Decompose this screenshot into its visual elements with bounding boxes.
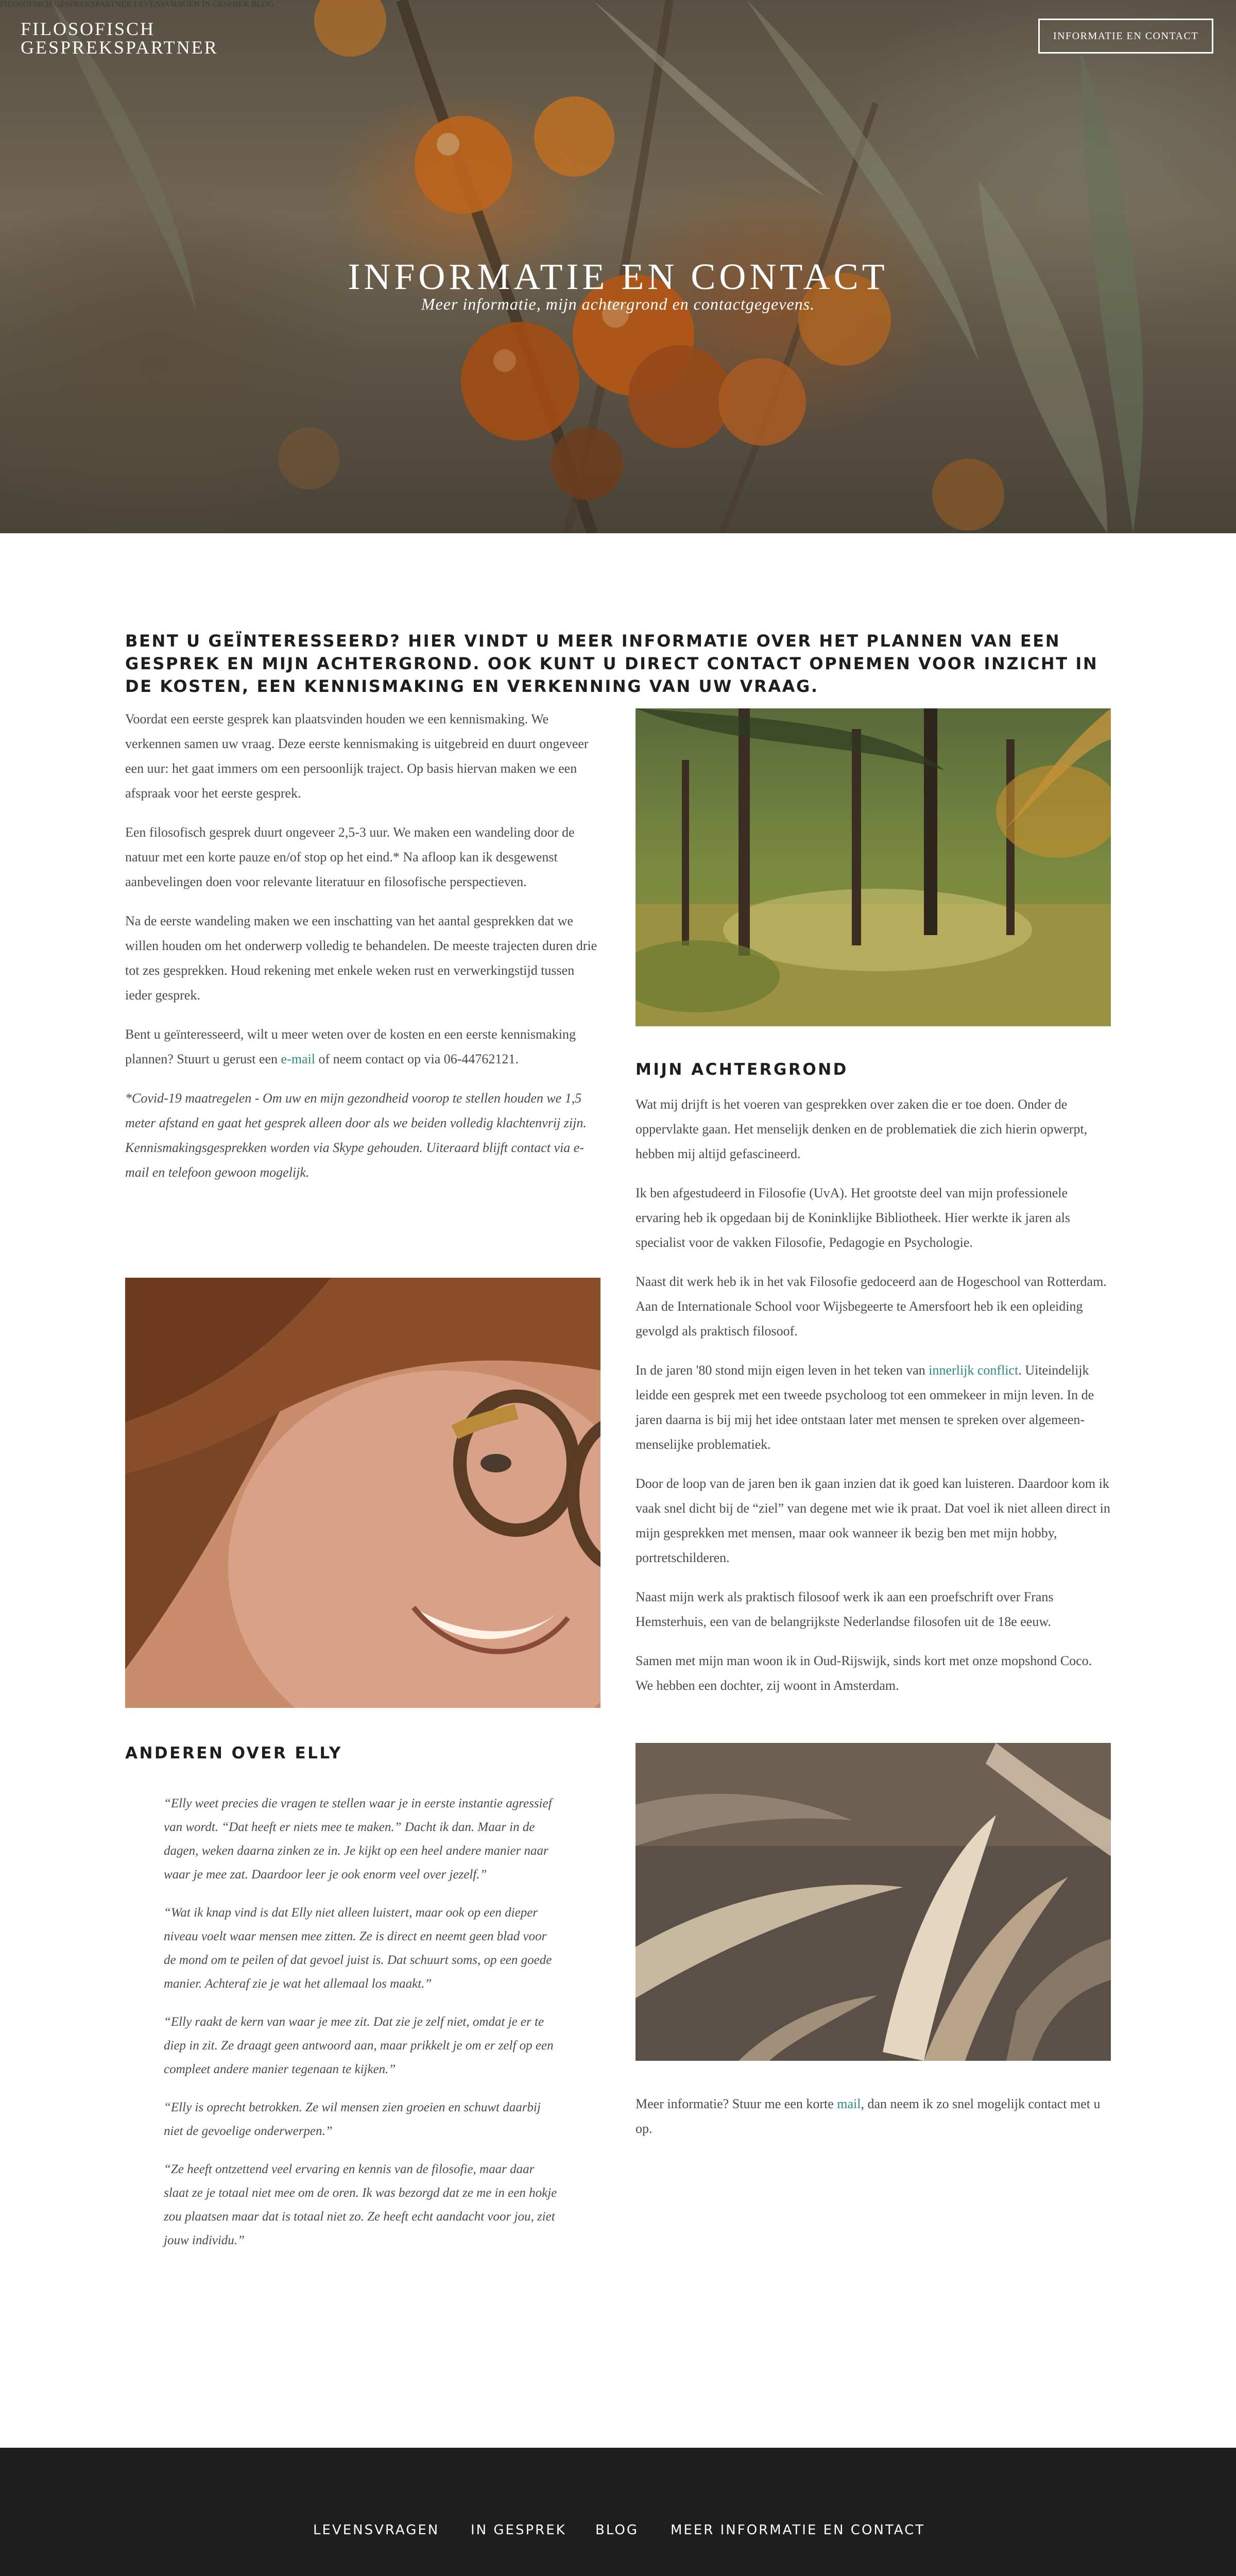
- nav-filosofisch-gesprekspartner[interactable]: FILOSOFISCH GESPREKSPARTNER: [0, 0, 132, 9]
- covid-notice: *Covid-19 maatregelen - Om uw en mijn gezondheid voorop te stellen houden we 1,5 meter afstand en gaat het gesprek alleen door als we beiden volledig klachtenvrij zijn. Kennismakingsgesprekken worden via Skype gehouden. Uiteraard blijft contact via e-mail en telefoon gewoon mogelijk.: [125, 1091, 587, 1180]
- razor-shells-photo: [636, 1743, 1111, 2061]
- page-title: INFORMATIE EN CONTACT: [348, 256, 888, 298]
- contact-paragraph: [636, 2092, 1111, 2141]
- testimonial-quote: “Ze heeft ontzettend veel ervaring en kennis van de filosofie, maar daar slaat ze je totaal niet mee om de oren. Ik was bezorgd dat ze me in een hokje zou plaatsen maar dat is totaal niet zo. Ze heeft echt aandacht voor jou, ziet jouw individu.”: [164, 2162, 557, 2247]
- footer-nav-contact[interactable]: MEER INFORMATIE EN CONTACT: [671, 2522, 925, 2538]
- footer-nav-blog[interactable]: BLOG: [595, 2522, 639, 2538]
- testimonial-quote: “Wat ik knap vind is dat Elly niet alleen luistert, maar ook op een dieper niveau voelt waar mensen mee zitten. Ze is direct en neemt geen blad voor de mond om te peilen of dat gevoel juist is. Dat schuurt soms, op een goede manier. Achteraf zie je wat het allemaal los maakt.”: [164, 1906, 552, 1991]
- info-paragraph-4: [125, 1022, 600, 1072]
- info-paragraph-4-text-end: of neem contact op via 06-44762121.: [315, 1052, 519, 1066]
- contact-text: Meer informatie? Stuur me een korte: [636, 2096, 837, 2111]
- info-paragraph-4-text: Bent u geïnteresseerd, wilt u meer weten over de kosten en een eerste kennismaking plannen? Stuurt u gerust een: [125, 1027, 576, 1066]
- background-paragraph-4: [636, 1358, 1111, 1457]
- brand-line-2: GESPREKSPARTNER: [21, 37, 218, 58]
- nav-in-gesprek[interactable]: IN GESPREK: [201, 0, 249, 9]
- testimonials: [164, 1792, 562, 2267]
- right-column: [636, 1060, 1111, 1713]
- others-heading: ANDEREN OVER ELLY: [125, 1744, 342, 1762]
- footer-nav-levensvragen[interactable]: LEVENSVRAGEN: [313, 2522, 440, 2538]
- mail-link[interactable]: mail: [837, 2096, 861, 2111]
- left-column: [125, 707, 600, 1199]
- background-paragraph-7: Samen met mijn man woon ik in Oud-Rijswijk, sinds kort met onze mopshond Coco. We hebben een dochter, zij woont in Amsterdam.: [636, 1653, 1092, 1693]
- contact-text-end: , dan neem ik zo snel mogelijk contact met u op.: [636, 2096, 1101, 2136]
- background-paragraph-4-text-end: . Uiteindelijk leidde een gesprek met een tweede psycholoog tot een ommekeer in mijn leven. In de jaren daarna is bij mij het idee ontstaan later met mensen te spreken over algemeen-menselijke problematiek.: [636, 1363, 1094, 1452]
- info-paragraph-3: Na de eerste wandeling maken we een inschatting van het aantal gesprekken dat we willen houden om het onderwerp volledig te behandelen. De meeste trajecten duren drie tot zes gesprekken. Houd rekening met enkele weken rust en verwerkingstijd tussen ieder gesprek.: [125, 913, 597, 1003]
- background-paragraph-1: Wat mij drijft is het voeren van gesprekken over zaken die er toe doen. Onder de oppervlakte gaan. Het menselijk denken en de problematiek die zich hierin opwerpt, hebben mij altijd gefascineerd.: [636, 1097, 1088, 1161]
- footer: [0, 2448, 1236, 2576]
- nav-contact-button[interactable]: INFORMATIE EN CONTACT: [1038, 19, 1213, 54]
- nav-blog[interactable]: BLOG: [251, 0, 274, 9]
- testimonial-quote: “Elly raakt de kern van waar je mee zit. Dat zie je zelf niet, omdat je er te diep in zit. Ze draagt geen antwoord aan, maar prikkelt je om er zelf op een compleet andere manier tegenaan te kijken.”: [164, 2015, 554, 2076]
- hero-banner: [0, 0, 1236, 533]
- portrait-photo: [125, 1278, 600, 1708]
- brand-line-1: FILOSOFISCH: [21, 19, 156, 39]
- info-paragraph-1: Voordat een eerste gesprek kan plaatsvinden houden we een kennismaking. We verkennen samen uw vraag. Deze eerste kennismaking is uitgebreid en duurt ongeveer een uur: het gaat immers om een persoonlijk traject. Op basis hiervan maken we een afspraak voor het eerste gesprek.: [125, 711, 589, 801]
- footer-nav-in-gesprek[interactable]: IN GESPREK: [471, 2522, 566, 2538]
- page-subtitle: Meer informatie, mijn achtergrond en contactgegevens.: [421, 295, 815, 313]
- background-paragraph-3: Naast dit werk heb ik in het vak Filosofie gedoceerd aan de Hogeschool van Rotterdam. Aan de Internationale School voor Wijsbegeerte te Amersfoort heb ik een opleiding gevolgd als praktisch filosoof.: [636, 1274, 1107, 1338]
- forest-photo: [636, 708, 1111, 1026]
- background-heading: MIJN ACHTERGROND: [636, 1060, 848, 1079]
- nav-levensvragen[interactable]: LEVENSVRAGEN: [133, 0, 200, 9]
- testimonial-quote: “Elly is oprecht betrokken. Ze wil mensen zien groeien en schuwt daarbij niet de gevoelige onderwerpen.”: [164, 2100, 541, 2138]
- background-paragraph-6: Naast mijn werk als praktisch filosoof werk ik aan een proefschrift over Frans Hemsterhuis, een van de belangrijkste Nederlandse filosofen uit de 18e eeuw.: [636, 1589, 1054, 1629]
- info-paragraph-2: Een filosofisch gesprek duurt ongeveer 2,5-3 uur. We maken een wandeling door de natuur met een korte pauze en/of stop op het eind.* Na afloop kan ik desgewenst aanbevelingen doen voor relevante literatuur en filosofische perspectieven.: [125, 825, 575, 889]
- background-paragraph-4-text: In de jaren '80 stond mijn eigen leven in het teken van: [636, 1363, 929, 1378]
- intro-heading: BENT U GEÏNTERESSEERD? HIER VINDT U MEER INFORMATIE OVER HET PLANNEN VAN EEN GESPREK EN MIJN ACHTERGROND. OOK KUNT U DIRECT CONTACT OPNEMEN VOOR INZICHT IN DE KOSTEN, EEN KENNISMAKING EN VERKENNING VAN UW VRAAG.: [125, 631, 1098, 696]
- background-paragraph-2: Ik ben afgestudeerd in Filosofie (UvA). Het grootste deel van mijn professionele ervaring heb ik opgedaan bij de Koninklijke Bibliotheek. Hier werkte ik jaren als specialist voor de vakken Filosofie, Pedagogie en Psychologie.: [636, 1185, 1071, 1250]
- email-link[interactable]: e-mail: [281, 1052, 315, 1066]
- site-logo[interactable]: [21, 20, 218, 57]
- inner-conflict-link[interactable]: innerlijk conflict: [929, 1363, 1019, 1378]
- background-paragraph-5: Door de loop van de jaren ben ik gaan inzien dat ik goed kan luisteren. Daardoor kom ik vaak snel dicht bij de “ziel” van degene met wie ik praat. Dat voel ik niet alleen direct in mijn gesprekken met mensen, maar ook wanneer ik bezig ben met mijn hobby, portretschilderen.: [636, 1476, 1110, 1565]
- testimonial-quote: “Elly weet precies die vragen te stellen waar je in eerste instantie agressief van wordt. “Dat heeft er niets mee te maken.” Dacht ik dan. Maar in de dagen, weken daarna zinken ze in. Je kijkt op een heel andere manier naar waar je mee zat. Daardoor leer je ook enorm veel over jezelf.”: [164, 1797, 552, 1882]
